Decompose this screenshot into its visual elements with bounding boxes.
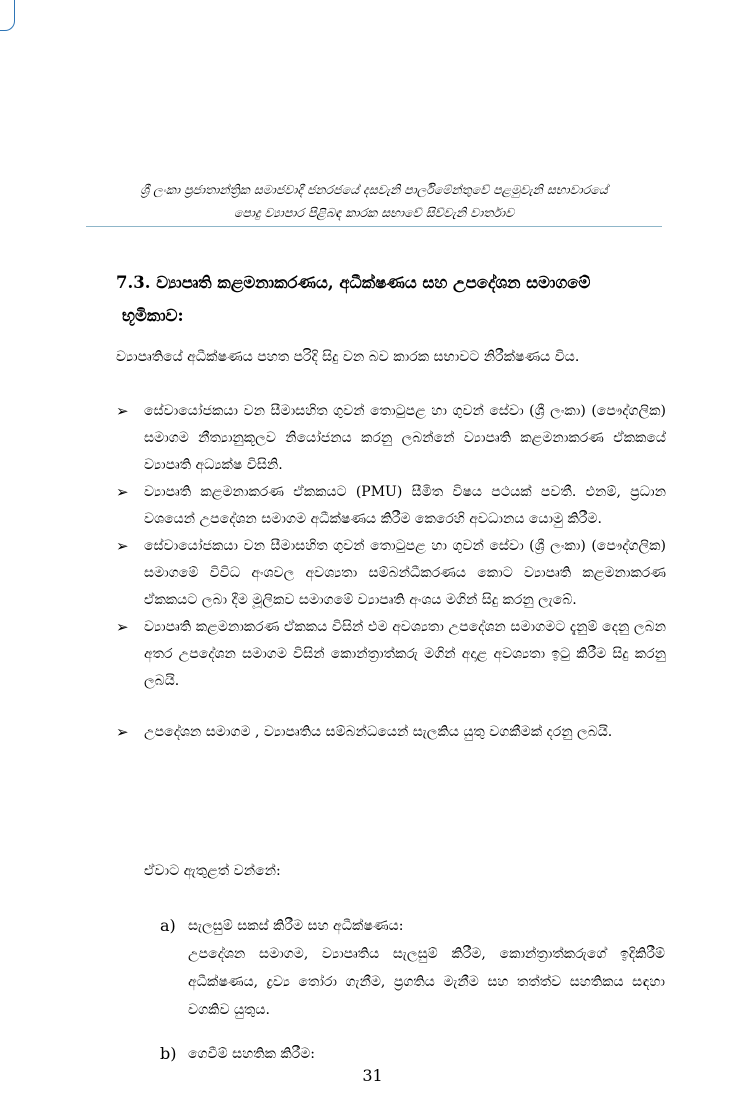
sub-item-title: සැලසුම් සකස් කිරීම සහ අධීක්ෂණය: xyxy=(188,918,404,934)
lead-in-text: ඒවාට ඇතුළත් වන්නේ: xyxy=(144,863,281,879)
page-corner-mark xyxy=(0,0,15,31)
observation-list xyxy=(116,398,666,746)
bullet-text: උපදේශන සමාගම , ව්‍යාපෘතිය සම්බන්ධයෙන් සැලකිය යුතු වගකීමක් දරනු ලබයි. xyxy=(144,724,613,740)
list-item xyxy=(116,614,666,695)
bullet-text: ව්‍යාපෘති කළමනාකරණ ඒකකයට (PMU) සීමිත විෂය පථයක් පවතී. එනම්, ප්‍රධාන වශයෙන් උපදේශන සමාගම අධීක්ෂණය කිරීම කෙරෙහි අවධානය යොමු කිරීම. xyxy=(144,484,666,527)
sub-item-description: උපදේශන සමාගම, ව්‍යාපෘතිය සැලසුම් කිරීම, කොන්ත්‍රාත්කරුගේ ඉදිකිරීම් අධීක්ෂණය, ද්‍රව්‍ය තෝරා ගැනීම, ප්‍රගතිය මැනීම සහ තත්ත්ව සහතිකය සඳහා වගකිව යුතුය. xyxy=(188,946,665,1018)
bullet-text: සේවායෝජකයා වන සීමාසහිත ගුවන් තොටුපළ හා ගුවන් සේවා (ශ්‍රී ලංකා) (පෞද්ගලික) සමාගමේ විවිධ අංශවල අවශ්‍යතා සම්බන්ධීකරණය කොට ව්‍යාපෘති කළමනාකරණ ඒකකයට ලබා දීම මූලිකව සමාගමේ ව්‍යාපෘති අංශය මගින් සිදු කරනු ලැබේ. xyxy=(144,538,666,608)
list-item xyxy=(116,479,666,533)
header-divider xyxy=(86,226,662,227)
arrowhead-bullet-icon: ➢ xyxy=(116,618,129,636)
arrowhead-bullet-icon: ➢ xyxy=(116,483,129,501)
section-number: 7.3. xyxy=(116,273,151,292)
sub-item-a xyxy=(160,912,665,1024)
section-heading xyxy=(116,266,656,332)
list-item xyxy=(116,398,666,479)
arrowhead-bullet-icon: ➢ xyxy=(116,537,129,555)
bullet-text: සේවායෝජකයා වන සීමාසහිත ගුවන් තොටුපළ හා ගුවන් සේවා (ශ්‍රී ලංකා) (පෞද්ගලික) සමාගම නීත්‍යානුකූලව නියෝජනය කරනු ලබන්නේ ව්‍යාපෘති කළමනාකරණ ඒකකයේ ව්‍යාපෘති අධ්‍යක්ෂ විසිනි. xyxy=(144,403,666,473)
section-title-line-1: ව්‍යාපෘති කළමනාකරණය, අධීක්ෂණය සහ උපදේශන සමාගමේ xyxy=(156,273,591,292)
arrowhead-bullet-icon: ➢ xyxy=(116,723,129,741)
intro-paragraph: ව්‍යාපෘතියේ අධීක්ෂණය පහත පරිදි සිදු වන බව කාරක සභාවට නිරීක්ෂණය විය. xyxy=(116,349,580,365)
arrowhead-bullet-icon: ➢ xyxy=(116,402,129,420)
bullet-text: ව්‍යාපෘති කළමනාකරණ ඒකකය විසින් එම අවශ්‍යතා උපදේශන සමාගමට දැනුම් දෙනු ලබන අතර උපදේශන සමාගම විසින් කොන්ත්‍රාත්කරු මගින් අදාළ අවශ්‍යතා ඉටු කිරීම සිදු කරනු ලබයි. xyxy=(144,619,666,689)
sub-item-title: ගෙවීම් සහතික කිරීම: xyxy=(188,1046,316,1062)
header-line-1: ශ්‍රී ලංකා ප්‍රජාතාන්ත්‍රික සමාජවාදී ජනරජයේ දසවැනි පාර්ලිමේන්තුවේ පළමුවැනි සභාවාරයේ xyxy=(140,182,608,197)
sub-item-marker: b) xyxy=(160,1044,177,1063)
sub-item-b xyxy=(160,1040,665,1068)
section-title-line-2: භූමිකාව: xyxy=(122,306,184,325)
list-item xyxy=(116,533,666,614)
page-number: 31 xyxy=(362,1066,383,1085)
report-header xyxy=(86,178,662,224)
sub-item-marker: a) xyxy=(160,916,176,935)
list-item xyxy=(116,719,666,746)
header-line-2: පොදු ව්‍යාපාර පිළිබඳ කාරක සභාවේ සිව්වැනි වාර්තාව xyxy=(233,205,515,220)
